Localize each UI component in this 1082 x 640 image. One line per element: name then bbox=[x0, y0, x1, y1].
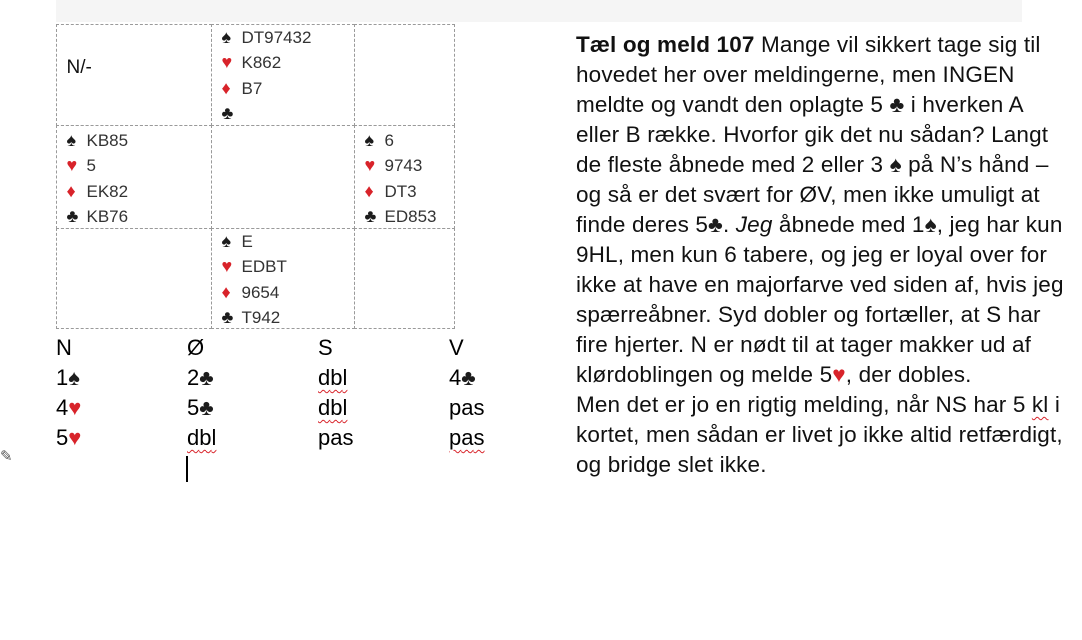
bid: pas bbox=[449, 395, 485, 420]
club-icon: ♣ bbox=[461, 365, 476, 390]
bidding-table bbox=[56, 333, 536, 453]
spade-icon: ♠ bbox=[889, 152, 902, 177]
hand-west bbox=[67, 128, 129, 230]
spade-icon: ♠ bbox=[221, 230, 232, 251]
bidding-round bbox=[56, 393, 536, 423]
cell-south bbox=[211, 228, 355, 329]
hand-east bbox=[365, 128, 437, 230]
east-hearts: 9743 bbox=[384, 156, 423, 175]
diamond-icon: ♦ bbox=[221, 77, 231, 98]
cell-east bbox=[354, 125, 455, 229]
heart-icon: ♥ bbox=[68, 395, 82, 420]
article-title: Tæl og meld 107 bbox=[576, 32, 755, 57]
misspelled-word: kl bbox=[1031, 392, 1049, 417]
spade-icon: ♠ bbox=[68, 365, 80, 390]
spade-icon: ♠ bbox=[66, 129, 77, 150]
west-diamonds: EK82 bbox=[86, 181, 129, 201]
east-diamonds: DT3 bbox=[384, 181, 417, 201]
text-run: Mange vil sikkert tage sig til hovedet her over meldingerne, men INGEN meldte og vandt den oplagte 5 bbox=[576, 32, 1041, 117]
article-text[interactable] bbox=[576, 30, 1066, 480]
bid: dbl bbox=[318, 395, 348, 420]
bid: 2♣ bbox=[187, 365, 214, 390]
cell-north bbox=[211, 24, 355, 126]
cell-dealer bbox=[56, 24, 212, 126]
cell-center bbox=[211, 125, 355, 229]
heart-icon: ♥ bbox=[832, 362, 846, 387]
paragraph-2 bbox=[576, 390, 1066, 480]
hand-north bbox=[222, 25, 312, 127]
bridge-diagram bbox=[56, 24, 454, 328]
club-icon: ♣ bbox=[66, 206, 79, 226]
bid: 4♥ bbox=[56, 395, 82, 420]
header-south: S bbox=[318, 335, 333, 360]
bid: dbl bbox=[318, 365, 348, 390]
spade-icon: ♠ bbox=[364, 129, 375, 150]
west-hearts: 5 bbox=[86, 156, 96, 175]
cell-empty-se bbox=[354, 228, 455, 329]
east-spades: 6 bbox=[384, 130, 394, 150]
club-icon: ♣ bbox=[364, 206, 377, 226]
club-icon: ♣ bbox=[221, 103, 234, 123]
text-run: åbnede med 1 bbox=[772, 212, 925, 237]
bid: 4♣ bbox=[449, 365, 476, 390]
north-hearts: K862 bbox=[241, 53, 282, 72]
south-clubs: T942 bbox=[241, 308, 281, 327]
diamond-icon: ♦ bbox=[66, 180, 76, 201]
heart-icon: ♥ bbox=[364, 155, 376, 175]
diamond-icon: ♦ bbox=[221, 281, 231, 302]
text-run: , der dobles. bbox=[845, 362, 972, 387]
club-icon: ♣ bbox=[199, 395, 214, 420]
spade-icon: ♠ bbox=[221, 26, 232, 47]
bid: pas bbox=[449, 425, 485, 450]
south-spades: E bbox=[241, 231, 253, 251]
bid: pas bbox=[318, 425, 354, 450]
north-spades: DT97432 bbox=[241, 27, 312, 47]
club-icon: ♣ bbox=[708, 212, 723, 237]
toolbar-strip-right bbox=[562, 0, 1022, 22]
text-run: . bbox=[722, 212, 736, 237]
pen-icon: ✎ bbox=[0, 448, 13, 465]
bidding-header-row bbox=[56, 333, 536, 363]
south-hearts: EDBT bbox=[241, 257, 287, 276]
cell-empty-ne bbox=[354, 24, 455, 126]
header-east: Ø bbox=[187, 335, 205, 360]
bidding-round bbox=[56, 423, 536, 453]
diamond-icon: ♦ bbox=[364, 180, 374, 201]
west-clubs: KB76 bbox=[86, 207, 129, 226]
toolbar-strip bbox=[56, 0, 562, 22]
text-cursor[interactable] bbox=[186, 456, 188, 482]
club-icon: ♣ bbox=[199, 365, 214, 390]
bid: dbl bbox=[187, 425, 217, 450]
south-diamonds: 9654 bbox=[241, 282, 280, 302]
header-west: V bbox=[449, 335, 464, 360]
bid: 5♥ bbox=[56, 425, 82, 450]
header-north: N bbox=[56, 335, 72, 360]
text-run: i hverken A eller B række. Hvorfor gik det nu sådan? Langt de fleste åbnede med 2 eller 3 bbox=[576, 92, 1049, 177]
spade-icon: ♠ bbox=[924, 212, 937, 237]
heart-icon: ♥ bbox=[66, 155, 78, 175]
heart-icon: ♥ bbox=[221, 52, 233, 72]
heart-icon: ♥ bbox=[68, 425, 82, 450]
bid: 1♠ bbox=[56, 365, 80, 390]
west-spades: KB85 bbox=[86, 130, 129, 150]
paragraph-1 bbox=[576, 30, 1066, 390]
dealer-vulnerability: N/- bbox=[66, 56, 92, 78]
east-clubs: ED853 bbox=[384, 207, 437, 226]
text-run: Men det er jo en rigtig melding, når NS har 5 bbox=[576, 392, 1032, 417]
cell-west bbox=[56, 125, 212, 229]
italic-text: Jeg bbox=[735, 212, 773, 237]
club-icon: ♣ bbox=[889, 92, 905, 117]
text-run: , jeg har kun 9HL, men kun 6 tabere, og jeg er loyal over for ikke at have en majorfarve ved siden af, hvis jeg spærreåbner. Syd dobler og fortæller, at S har fire hjerter. N er nødt til at tager makker ud af klørdoblingen og melde 5 bbox=[576, 212, 1064, 387]
heart-icon: ♥ bbox=[221, 256, 233, 276]
club-icon: ♣ bbox=[221, 307, 234, 327]
text-run: på N’s hånd – og så er det svært for ØV, men ikke umuligt at finde deres 5 bbox=[576, 152, 1049, 237]
cell-empty-sw bbox=[56, 228, 212, 329]
bid: 5♣ bbox=[187, 395, 214, 420]
bidding-round bbox=[56, 363, 536, 393]
north-diamonds: B7 bbox=[241, 78, 263, 98]
hand-south bbox=[222, 229, 287, 331]
text-run: i kortet, men sådan er livet jo ikke altid retfærdigt, og bridge slet ikke. bbox=[576, 392, 1063, 477]
